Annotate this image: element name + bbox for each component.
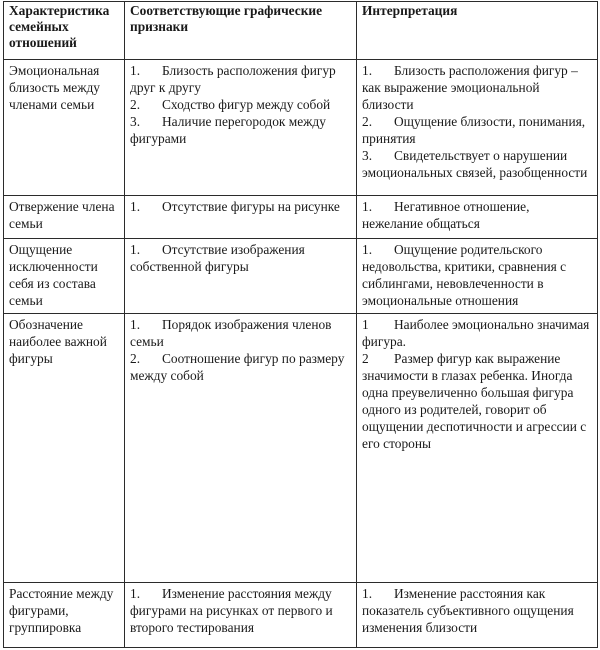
sign-item bbox=[130, 62, 350, 96]
item-number: 1. bbox=[130, 63, 141, 78]
sign-item bbox=[130, 96, 350, 113]
item-text: Ощущение родительского недовольства, критики, сравнения с сиблингами, невовлеченности в эмоциональные отношения bbox=[362, 242, 567, 308]
table-row bbox=[4, 314, 598, 583]
item-text: Близость расположения фигур друг к другу bbox=[130, 63, 336, 95]
item-number: 3. bbox=[362, 148, 373, 163]
item-text: Размер фигур как выражение значимости в глазах ребенка. Иногда одна преувеличенно большая фигура одного из родителей, говорит об ощущении деспотичности и агрессии с его стороны bbox=[362, 351, 587, 451]
family-relations-table bbox=[3, 1, 598, 648]
interp-item bbox=[362, 585, 591, 636]
item-text: Сходство фигур между собой bbox=[162, 97, 331, 112]
item-number: 1. bbox=[130, 317, 141, 332]
cell-interpretation bbox=[357, 196, 598, 239]
item-number: 2. bbox=[362, 114, 373, 129]
cell-trait: Отвержение члена семьи bbox=[4, 196, 125, 239]
item-number: 1. bbox=[362, 63, 373, 78]
item-text: Изменение расстояния как показатель субъективного ощущения изменения близости bbox=[362, 586, 574, 635]
sign-item bbox=[130, 113, 350, 147]
sign-item bbox=[130, 350, 350, 384]
item-text: Наиболее эмоционально значимая фигура. bbox=[362, 317, 590, 349]
sign-item bbox=[130, 585, 350, 636]
item-number: 2 bbox=[362, 351, 369, 366]
cell-trait: Обозначение наиболее важной фигуры bbox=[4, 314, 125, 583]
cell-interpretation bbox=[357, 583, 598, 648]
cell-interpretation bbox=[357, 60, 598, 196]
cell-trait: Ощущение исключенности себя из состава семьи bbox=[4, 239, 125, 314]
cell-signs bbox=[125, 196, 357, 239]
item-number: 2. bbox=[130, 97, 141, 112]
interp-item bbox=[362, 62, 591, 113]
item-text: Изменение расстояния между фигурами на рисунках от первого и второго тестирования bbox=[130, 586, 333, 635]
item-text: Наличие перегородок между фигурами bbox=[130, 114, 326, 146]
interp-item bbox=[362, 350, 591, 452]
table-row bbox=[4, 583, 598, 648]
item-text: Ощущение близости, понимания, принятия bbox=[362, 114, 586, 146]
item-number: 1. bbox=[130, 586, 141, 601]
item-text: Отсутствие изображения собственной фигуры bbox=[130, 242, 305, 274]
cell-signs bbox=[125, 239, 357, 314]
cell-interpretation bbox=[357, 314, 598, 583]
item-number: 1. bbox=[362, 242, 373, 257]
cell-interpretation bbox=[357, 239, 598, 314]
table-row bbox=[4, 196, 598, 239]
sign-item bbox=[130, 198, 350, 215]
cell-signs bbox=[125, 314, 357, 583]
interp-item bbox=[362, 198, 591, 232]
item-number: 1. bbox=[362, 586, 373, 601]
header-characteristic: Характеристика семейных отношений bbox=[4, 2, 125, 60]
item-text: Негативное отношение, нежелание общаться bbox=[362, 199, 530, 231]
table-row bbox=[4, 239, 598, 314]
item-number: 1 bbox=[362, 317, 369, 332]
table-row bbox=[4, 60, 598, 196]
interp-item bbox=[362, 113, 591, 147]
sign-item bbox=[130, 241, 350, 275]
sign-item bbox=[130, 316, 350, 350]
cell-signs bbox=[125, 583, 357, 648]
item-number: 1. bbox=[130, 199, 141, 214]
interp-item bbox=[362, 316, 591, 350]
interp-item bbox=[362, 241, 591, 309]
header-interpretation: Интерпретация bbox=[357, 2, 598, 60]
interp-item bbox=[362, 147, 591, 181]
cell-signs bbox=[125, 60, 357, 196]
item-number: 1. bbox=[130, 242, 141, 257]
item-text: Свидетельствует о нарушении эмоциональных связей, разобщенности bbox=[362, 148, 588, 180]
item-text: Соотношение фигур по размеру между собой bbox=[130, 351, 345, 383]
item-number: 3. bbox=[130, 114, 141, 129]
table-header-row bbox=[4, 2, 598, 60]
cell-trait: Эмоциональная близость между членами семьи bbox=[4, 60, 125, 196]
item-text: Порядок изображения членов семьи bbox=[130, 317, 332, 349]
item-number: 2. bbox=[130, 351, 141, 366]
item-number: 1. bbox=[362, 199, 373, 214]
item-text: Близость расположения фигур – как выражение эмоциональной близости bbox=[362, 63, 578, 112]
item-text: Отсутствие фигуры на рисунке bbox=[162, 199, 340, 214]
cell-trait: Расстояние между фигурами, группировка bbox=[4, 583, 125, 648]
header-graphic-signs: Соответствующие графические признаки bbox=[125, 2, 357, 60]
